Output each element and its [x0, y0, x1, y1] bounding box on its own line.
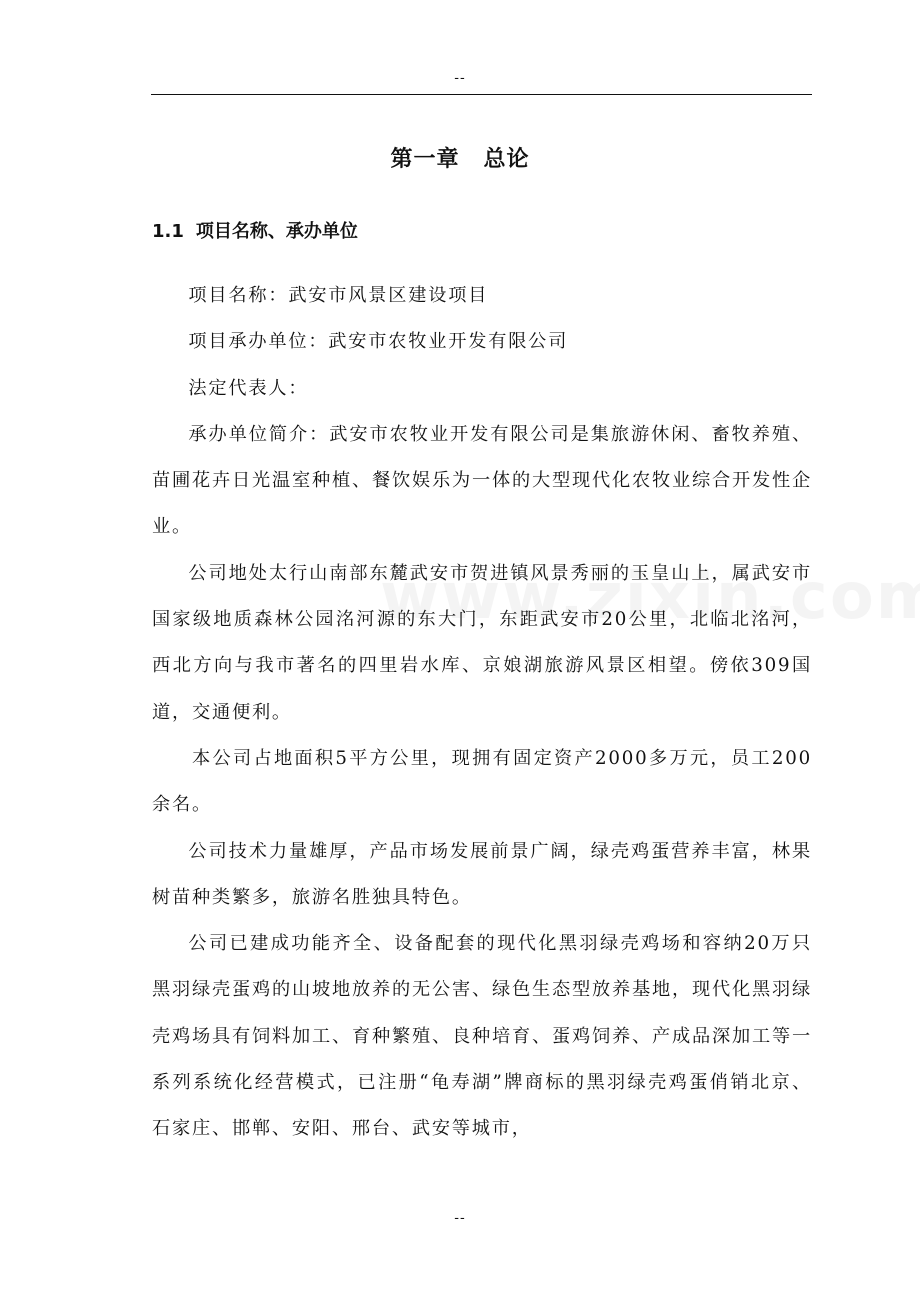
section-title: 项目名称、承办单位 — [195, 221, 358, 242]
header-mark: -- — [454, 70, 466, 86]
chapter-number: 第一章 — [390, 147, 460, 172]
paragraph-intro: 承办单位简介：武安市农牧业开发有限公司是集旅游休闲、畜牧养殖、苗圃花卉日光温室种植、餐饮娱乐为一体的大型现代化农牧业综合开发性企业。 — [152, 423, 812, 538]
paragraph-area: 本公司占地面积5平方公里，现拥有固定资产2000多万元，员工200余名。 — [152, 747, 812, 816]
footer-mark: -- — [454, 1210, 466, 1226]
paragraph-strength: 公司技术力量雄厚，产品市场发展前景广阔，绿壳鸡蛋营养丰富，林果树苗种类繁多，旅游名胜独具特色。 — [152, 840, 812, 908]
chapter-title — [0, 143, 920, 177]
header-rule — [151, 94, 812, 95]
paragraph-legal-rep: 法定代表人： — [188, 377, 309, 399]
section-heading — [152, 217, 358, 247]
body-text — [152, 273, 812, 1153]
paragraph-organizer: 项目承办单位：武安市农牧业开发有限公司 — [188, 331, 569, 353]
paragraph-facilities: 公司已建成功能齐全、设备配套的现代化黑羽绿壳鸡场和容纳20万只黑羽绿壳蛋鸡的山坡地放养的无公害、绿色生态型放养基地，现代化黑羽绿壳鸡场具有饲料加工、育种繁殖、良种培育、蛋鸡饲养、产成品深加工等一系列系统化经营模式，已注册“龟寿湖”牌商标的黑羽绿壳鸡蛋俏销北京、石家庄、邯郸、安阳、邢台、武安等城市， — [152, 933, 812, 1140]
chapter-name: 总论 — [483, 147, 530, 172]
paragraph-project-name: 项目名称：武安市风景区建设项目 — [188, 285, 489, 306]
paragraph-location: 公司地处太行山南部东麓武安市贺进镇风景秀丽的玉皇山上，属武安市国家级地质森林公园洺河源的东大门，东距武安市20公里，北临北洺河，西北方向与我市著名的四里岩水库、京娘湖旅游风景区相望。傍依309国道，交通便利。 — [152, 562, 812, 723]
section-number: 1.1 — [152, 221, 184, 242]
